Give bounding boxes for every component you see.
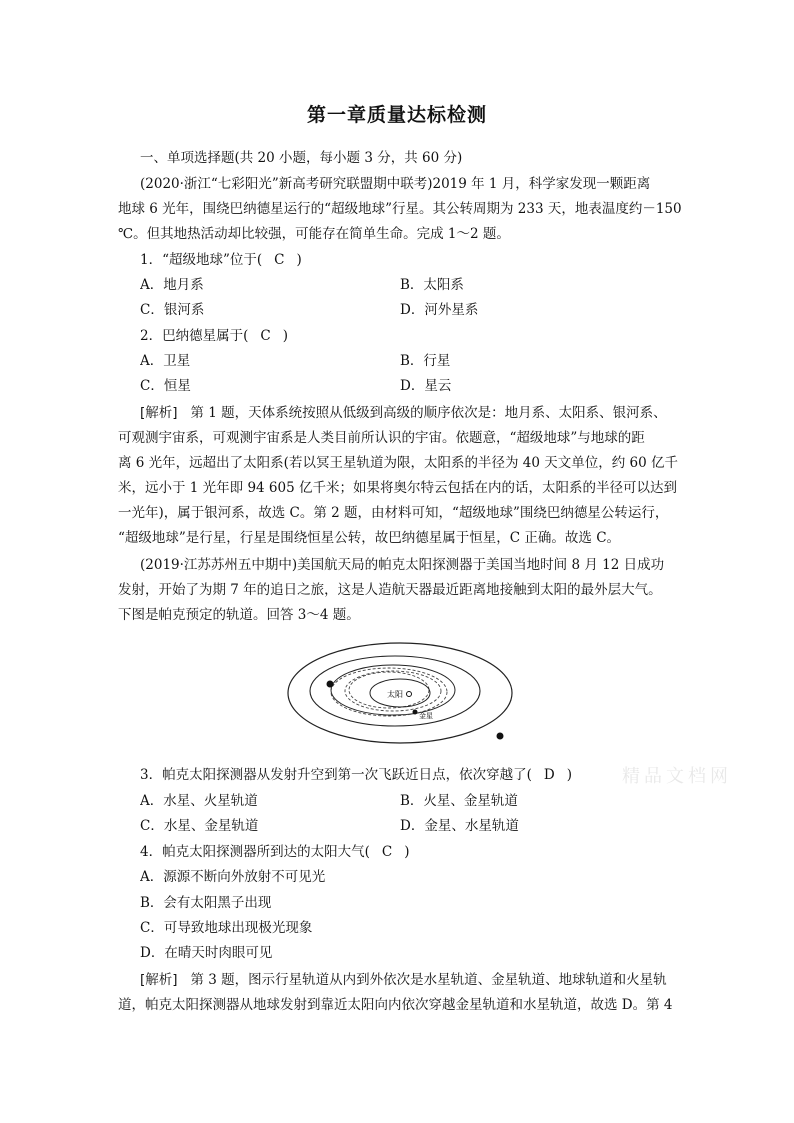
q2-close: ) bbox=[282, 328, 288, 344]
intro2-line-2: 发射，开始了为期 7 年的追日之旅，这是人造航天器最近距离地接触到太阳的最外层大气。 bbox=[118, 582, 662, 598]
q1-option-c: C．银河系 bbox=[140, 302, 205, 318]
question-4 bbox=[140, 842, 683, 862]
q3-option-b: B．火星、金星轨道 bbox=[400, 793, 518, 809]
q2-option-a: A．卫星 bbox=[140, 353, 191, 369]
intro2-line-1: (2019·江苏苏州五中期中)美国航天局的帕克太阳探测器于美国当地时间 8 月 12 日成功 bbox=[140, 557, 665, 573]
q2-answer: C bbox=[260, 328, 271, 344]
q3-stem: 3．帕克太阳探测器从发射升空到第一次飞跃近日点，依次穿越了( bbox=[140, 767, 532, 783]
intro2-line-3: 下图是帕克预定的轨道。回答 3～4 题。 bbox=[118, 607, 360, 623]
q3-option-a: A．水星、火星轨道 bbox=[140, 793, 258, 809]
analysis1-line-1 bbox=[140, 403, 683, 423]
orbit-diagram bbox=[285, 638, 515, 748]
q4-answer: C bbox=[381, 844, 393, 860]
q4-close: ) bbox=[404, 844, 410, 860]
analysis1-line-2: 可观测宇宙系，可观测宇宙系是人类目前所认识的宇宙。依题意，“超级地球”与地球的距 bbox=[118, 430, 645, 446]
q1-stem: 1．“超级地球”位于( bbox=[140, 252, 263, 268]
analysis1-line-4: 米，远小于 1 光年即 94 605 亿千米；如果将奥尔特云包括在内的话，太阳系的半径可以达到 bbox=[118, 480, 677, 496]
intro1-line-3: ℃。但其地热活动却比较强，可能存在简单生命。完成 1～2 题。 bbox=[118, 226, 510, 242]
watermark: 精品文档网 bbox=[622, 766, 732, 787]
q4-option-d: D．在晴天时肉眼可见 bbox=[140, 945, 273, 961]
q3-close: ) bbox=[566, 767, 572, 783]
q3-option-c: C．水星、金星轨道 bbox=[140, 818, 259, 834]
analysis2-text-1: 第 3 题，图示行星轨道从内到外依次是水星轨道、金星轨道、地球轨道和火星轨 bbox=[190, 972, 667, 988]
analysis1-line-6: “超级地球”是行星，行星是围绕恒星公转，故巴纳德星属于恒星，C 正确。故选 C。 bbox=[118, 530, 621, 546]
q1-answer: C bbox=[274, 252, 285, 268]
analysis2-line-1 bbox=[140, 970, 683, 990]
analysis1-label: [解析] bbox=[140, 405, 178, 421]
q4-option-c: C．可导致地球出现极光现象 bbox=[140, 920, 313, 936]
question-1 bbox=[140, 250, 683, 270]
q4-stem: 4．帕克太阳探测器所到达的太阳大气( bbox=[140, 844, 370, 860]
sun-label: 太阳 bbox=[387, 690, 403, 699]
q1-option-a: A．地月系 bbox=[140, 277, 204, 293]
venus-label: 金星 bbox=[419, 712, 433, 720]
analysis2-label: [解析] bbox=[140, 972, 178, 988]
analysis1-line-5: 一光年)，属于银河系，故选 C。第 2 题，由材料可知，“超级地球”围绕巴纳德星公转运行， bbox=[118, 505, 669, 521]
q1-option-d: D．河外星系 bbox=[400, 302, 479, 318]
q2-option-d: D．星云 bbox=[400, 378, 452, 394]
question-2 bbox=[140, 326, 683, 346]
intro1-line-2: 地球 6 光年，围绕巴纳德星运行的“超级地球”行星。其公转周期为 233 天，地表温度约－150 bbox=[118, 201, 682, 217]
q3-option-d: D．金星、水星轨道 bbox=[400, 818, 519, 834]
q2-option-b: B．行星 bbox=[400, 353, 451, 369]
section-heading: 一、单项选择题(共 20 小题，每小题 3 分，共 60 分) bbox=[140, 150, 463, 166]
analysis1-text-1: 第 1 题，天体系统按照从低级到高级的顺序依次是：地月系、太阳系、银河系、 bbox=[190, 405, 667, 421]
q2-stem: 2．巴纳德星属于( bbox=[140, 328, 249, 344]
intro1-line-1: (2020·浙江“七彩阳光”新高考研究联盟期中联考)2019 年 1 月，科学家发现一颗距离 bbox=[140, 176, 651, 192]
q3-answer: D bbox=[543, 767, 555, 783]
page-title: 第一章质量达标检测 bbox=[306, 104, 487, 126]
q1-close: ) bbox=[296, 252, 302, 268]
q4-option-b: B．会有太阳黑子出现 bbox=[140, 895, 272, 911]
q1-option-b: B．太阳系 bbox=[400, 277, 464, 293]
q2-option-c: C．恒星 bbox=[140, 378, 191, 394]
question-3 bbox=[140, 765, 683, 785]
analysis2-line-2: 道，帕克太阳探测器从地球发射到靠近太阳向内依次穿越金星轨道和水星轨道，故选 D。第 4 bbox=[118, 997, 673, 1013]
q4-option-a: A．源源不断向外放射不可见光 bbox=[140, 869, 326, 885]
analysis1-line-3: 离 6 光年，远超出了太阳系(若以冥王星轨道为限，太阳系的半径为 40 天文单位，约 60 亿千 bbox=[118, 455, 678, 471]
